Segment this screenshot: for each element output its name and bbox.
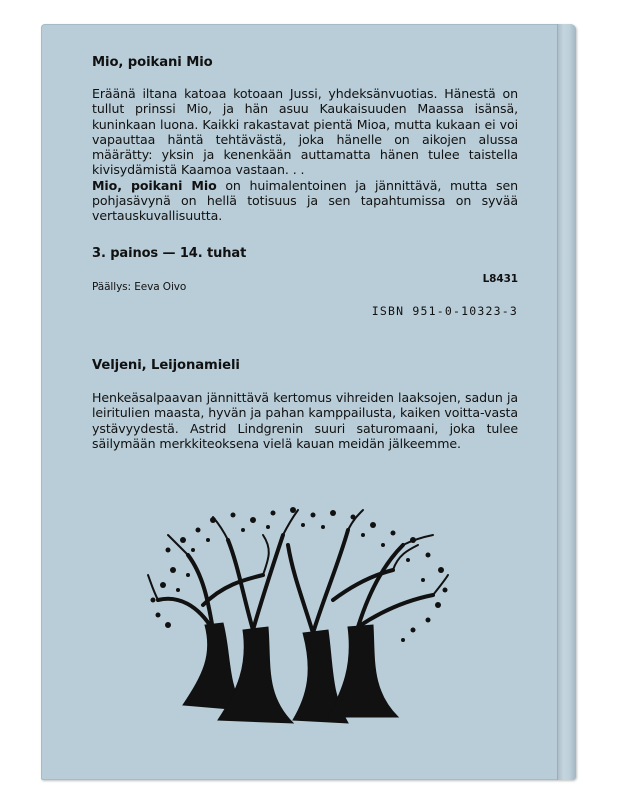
product-code: L8431 [482, 273, 518, 285]
section1-inline-title: Mio, poikani Mio [92, 177, 217, 193]
section1-body [92, 86, 518, 224]
isbn: ISBN 951-0-10323-3 [371, 304, 518, 318]
cover-credit: Päällys: Eeva Oivo [92, 281, 187, 293]
section1-description-2-text: on huimalentoinen ja jännittävä, mutta sen pohjasävynä on hellä totisuus ja sen tapahtumissa on syvää vertauskuvallisuutta. [92, 177, 518, 224]
section1-title: Mio, poikani Mio [92, 55, 213, 70]
section2-title: Veljeni, Leijonamieli [92, 358, 240, 373]
section2-body [92, 390, 518, 451]
edition-info: 3. painos — 14. tuhat [92, 246, 247, 261]
section2-description: Henkeäsalpaavan jännittävä kertomus vihreiden laaksojen, sadun ja leiritulien maasta, hyvän ja pahan kamppailusta, kaiken voitta-vasta ystävyydestä. Astrid Lindgrenin suuri saturomaani, joka tulee säilymään merkkiteoksena vielä kauan meidän jälkeemme. [92, 390, 518, 451]
book-spine-fold [557, 24, 576, 780]
section1-description-2 [92, 178, 518, 224]
section1-description: Eräänä iltana katoaa kotoaan Jussi, yhdeksänvuotias. Hänestä on tullut prinssi Mio, ja hän asuu Kaukaisuuden Maassa isänsä, kuninkaan luona. Kaikki rakastavat pientä Mioa, mutta kukaan ei voi vapauttaa häntä tehtävästä, joka hänelle on aikojen alussa määrätty: yksin ja kenenkään auttamatta hänen tulee taistella kivisydämistä Kaamoa vastaan. . . [92, 86, 518, 178]
tree-illustration [143, 505, 453, 725]
book-back-cover [41, 24, 576, 780]
